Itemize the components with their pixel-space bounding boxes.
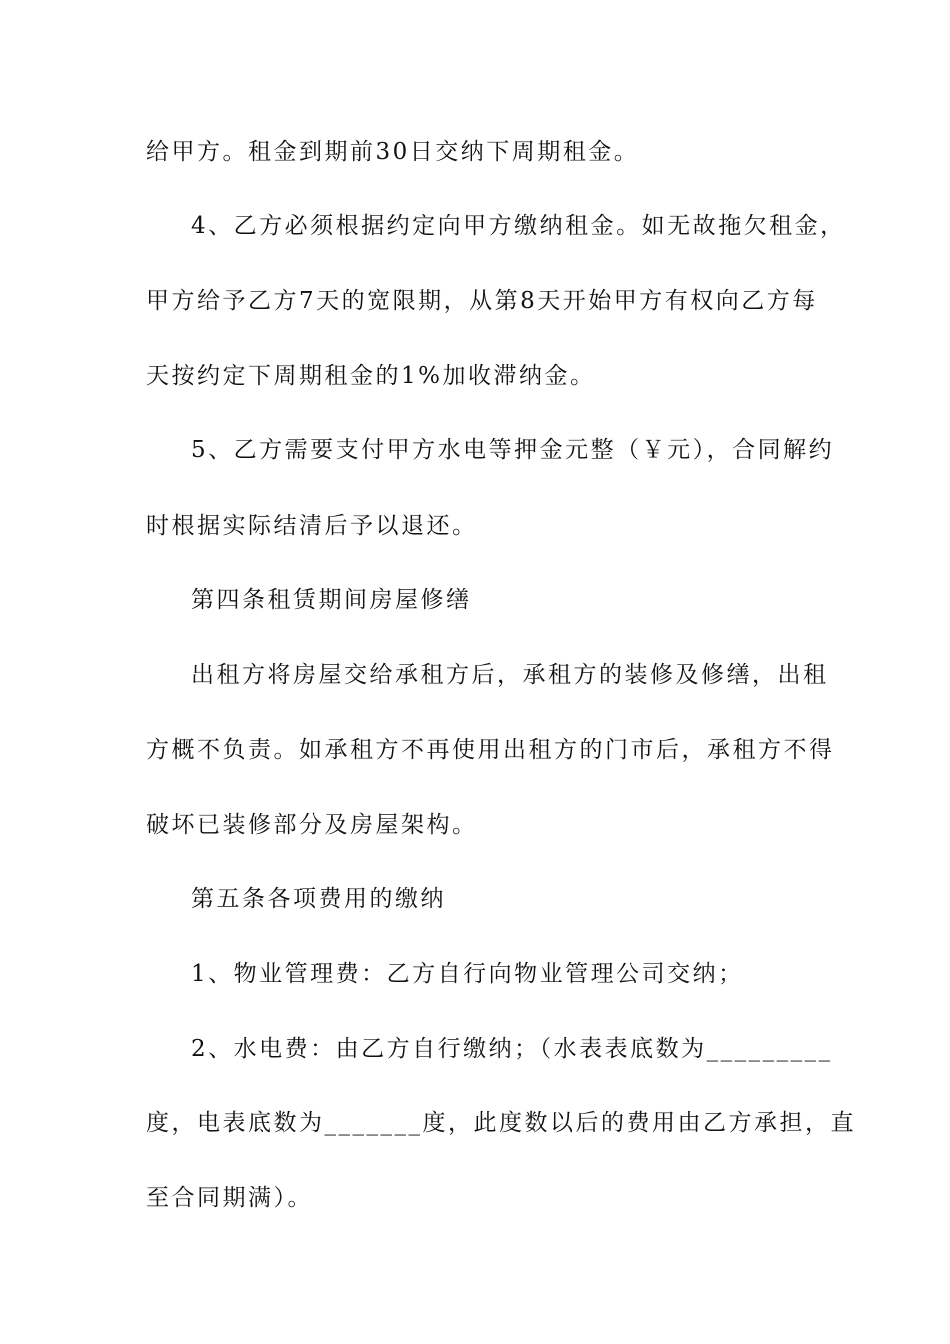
paragraph-line: 5、乙方需要支付甲方水电等押金元整（￥元），合同解约 bbox=[191, 437, 835, 463]
paragraph-line: 时根据实际结清后予以退还。 bbox=[146, 513, 478, 539]
paragraph-line: 2、水电费：由乙方自行缴纳；（水表表底数为_________ bbox=[191, 1036, 833, 1062]
paragraph-line: 天按约定下周期租金的1%加收滞纳金。 bbox=[146, 363, 596, 389]
paragraph-line: 给甲方。租金到期前30日交纳下周期租金。 bbox=[146, 139, 640, 165]
section-heading: 第五条各项费用的缴纳 bbox=[191, 886, 446, 912]
paragraph-line: 4、乙方必须根据约定向甲方缴纳租金。如无故拖欠租金， bbox=[191, 213, 846, 239]
paragraph-line: 至合同期满）。 bbox=[146, 1185, 313, 1211]
paragraph-line: 破坏已装修部分及房屋架构。 bbox=[146, 812, 478, 838]
paragraph-line: 方概不负责。如承租方不再使用出租方的门市后，承租方不得 bbox=[146, 737, 835, 763]
paragraph-line: 度，电表底数为_______度，此度数以后的费用由乙方承担，直 bbox=[146, 1110, 856, 1136]
section-heading: 第四条租赁期间房屋修缮 bbox=[191, 587, 472, 613]
paragraph-line: 出租方将房屋交给承租方后，承租方的装修及修缮，出租 bbox=[191, 662, 829, 688]
paragraph-line: 1、物业管理费：乙方自行向物业管理公司交纳； bbox=[191, 961, 744, 987]
paragraph-line: 甲方给予乙方7天的宽限期，从第8天开始甲方有权向乙方每 bbox=[146, 288, 818, 314]
